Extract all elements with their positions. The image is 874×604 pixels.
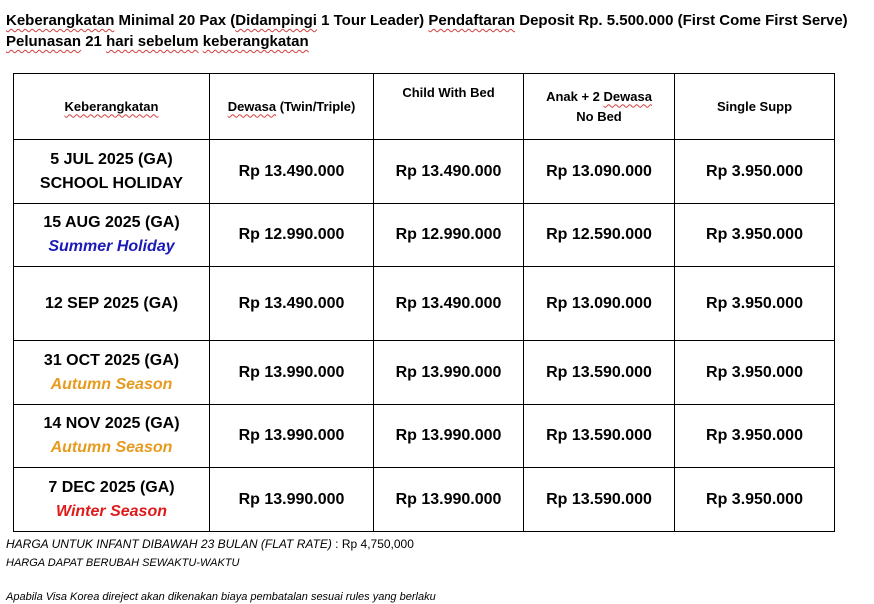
price-no-bed: Rp 13.590.000 [524,468,675,532]
intro-line-1 [6,10,872,31]
departure-date: 15 AUG 2025 (GA) [43,214,180,231]
season-label: Autumn Season [50,439,173,456]
intro-text: 21 [81,33,107,50]
infant-note [6,536,414,552]
intro-word: keberangkatan [202,33,309,50]
departure-date: 5 JUL 2025 (GA) [50,150,173,168]
intro-text: Deposit Rp. 5.500.000 (First Come First Serve) [515,12,848,29]
intro-paragraph [6,10,872,52]
departure-date: 7 DEC 2025 (GA) [48,478,175,496]
price-no-bed: Rp 12.590.000 [524,204,675,267]
infant-amount: Rp 4,750,000 [341,537,414,551]
price-no-bed: Rp 13.090.000 [524,267,675,341]
price-single-supp: Rp 3.950.000 [675,468,835,532]
intro-word: Pendaftaran [428,12,516,29]
infant-separator: : [331,537,342,551]
price-adult: Rp 13.990.000 [210,405,374,468]
intro-text: 1 Tour Leader) [316,12,429,29]
departure-cell [14,405,210,468]
header-label-rest: (Twin/Triple) [276,98,356,114]
price-change-note: HARGA DAPAT BERUBAH SEWAKTU-WAKTU [6,557,240,569]
price-no-bed: Rp 13.590.000 [524,405,675,468]
header-row [14,74,835,140]
price-adult: Rp 13.990.000 [210,468,374,532]
price-single-supp: Rp 3.950.000 [675,267,835,341]
departure-cell [14,140,210,204]
price-child-bed: Rp 13.490.000 [374,267,524,341]
season-label: SCHOOL HOLIDAY [39,174,184,192]
season-label: Summer Holiday [48,238,175,255]
header-label: Single Supp [716,98,793,114]
header-label-word: Dewasa [603,88,652,104]
price-adult: Rp 12.990.000 [210,204,374,267]
departure-cell [14,341,210,405]
departure-date: 14 NOV 2025 (GA) [43,415,180,432]
header-adult [210,74,374,140]
table-row [14,468,835,532]
header-single-supp [675,74,835,140]
header-departure [14,74,210,140]
price-table [13,73,835,532]
departure-cell [14,267,210,341]
intro-line-2 [6,31,872,52]
header-label-word: Dewasa [227,98,277,114]
infant-label: HARGA UNTUK INFANT DIBAWAH 23 BULAN (FLAT RATE) [6,537,332,551]
header-no-bed [524,74,675,140]
price-single-supp: Rp 3.950.000 [675,140,835,204]
price-single-supp: Rp 3.950.000 [675,204,835,267]
header-label: Child With Bed [402,85,495,100]
price-no-bed: Rp 13.590.000 [524,341,675,405]
departure-date: 12 SEP 2025 (GA) [44,294,179,312]
header-label-pre: Anak + 2 [546,88,604,104]
price-single-supp: Rp 3.950.000 [675,405,835,468]
intro-word: Keberangkatan [6,12,115,29]
price-adult: Rp 13.490.000 [210,140,374,204]
table-row [14,267,835,341]
visa-note: Apabila Visa Korea direject akan dikenakan biaya pembatalan sesuai rules yang berlaku [6,591,436,603]
price-child-bed: Rp 13.990.000 [374,405,524,468]
price-no-bed: Rp 13.090.000 [524,140,675,204]
price-adult: Rp 13.490.000 [210,267,374,341]
price-child-bed: Rp 12.990.000 [374,204,524,267]
departure-cell [14,468,210,532]
intro-word: Didampingi [235,12,317,29]
intro-word: hari sebelum [106,33,199,50]
price-child-bed: Rp 13.490.000 [374,140,524,204]
price-child-bed: Rp 13.990.000 [374,341,524,405]
season-label: Winter Season [56,502,167,520]
intro-text: Minimal 20 Pax ( [114,12,236,29]
table-row [14,405,835,468]
price-child-bed: Rp 13.990.000 [374,468,524,532]
table-row [14,204,835,267]
price-single-supp: Rp 3.950.000 [675,341,835,405]
header-child-bed [374,74,524,140]
price-rows [14,140,835,532]
table-row [14,341,835,405]
departure-cell [14,204,210,267]
departure-date: 31 OCT 2025 (GA) [43,351,180,369]
season-label: Autumn Season [50,375,173,393]
header-label-line2: No Bed [576,108,622,124]
price-adult: Rp 13.990.000 [210,341,374,405]
table-row [14,140,835,204]
header-label: Keberangkatan [64,98,159,114]
intro-word: Pelunasan [6,33,82,50]
